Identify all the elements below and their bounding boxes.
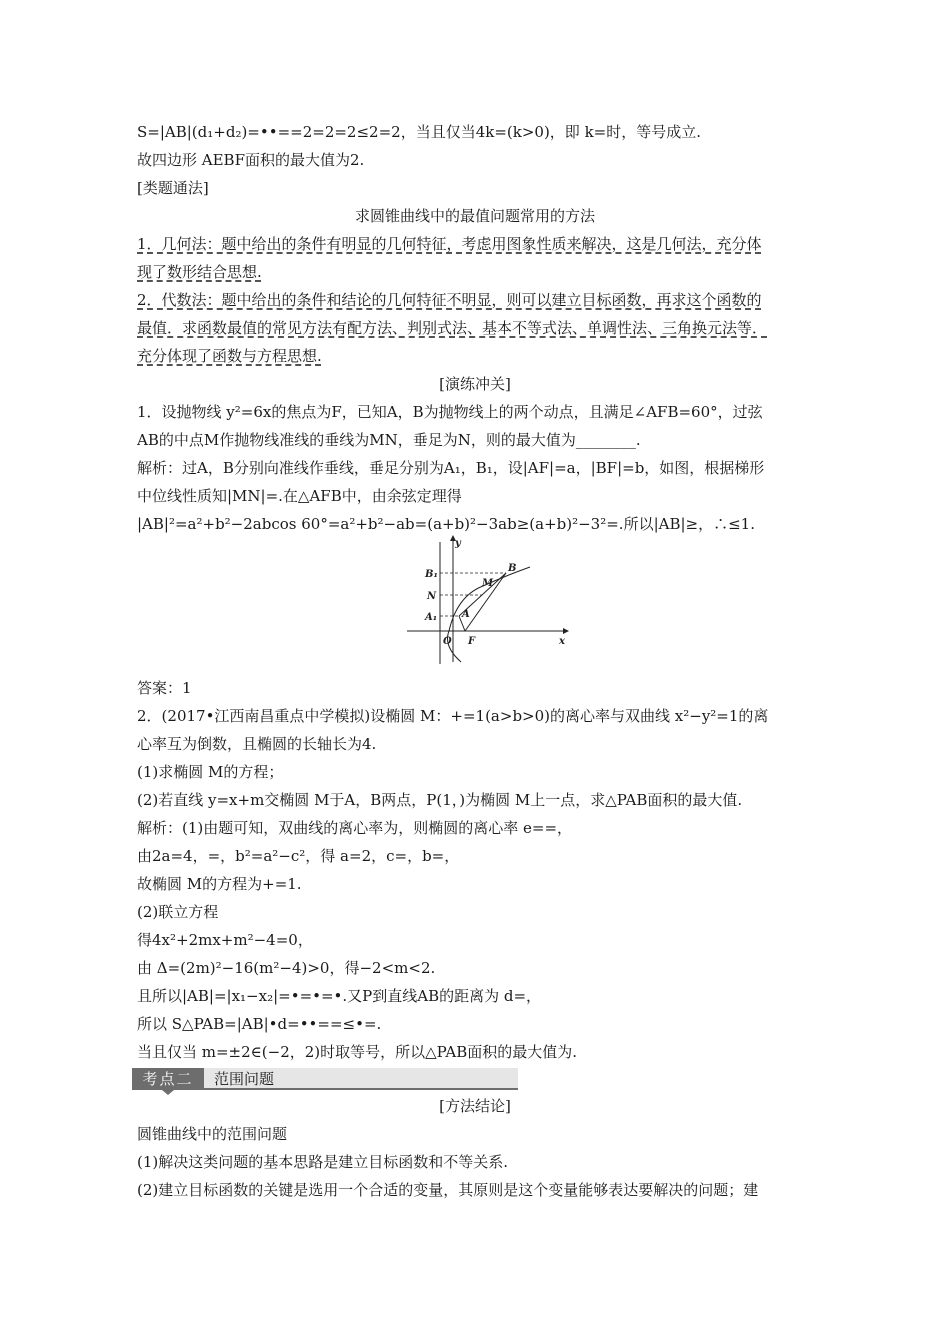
section-tag-notch (162, 1090, 174, 1095)
section-label-yan-lian-chong-guan: [演练冲关] (439, 375, 511, 393)
label-x: x (559, 636, 565, 647)
text-line-8: 最值．求函数最值的常见方法有配方法、判别式法、基本不等式法、单调性法、三角换元法等． (137, 319, 768, 337)
label-y: y (455, 538, 461, 549)
text-line-5: 1．几何法：题中给出的条件有明显的几何特征，考虑用图象性质来解决，这是几何法，充分体 (137, 235, 762, 253)
text-line-33: (2)建立目标函数的关键是选用一个合适的变量，其原则是这个变量能够表达要解决的问题；建 (137, 1181, 759, 1199)
solution-2-line-9: 当且仅当 m=±2∈(−2，2)时取等号，所以△PAB面积的最大值为. (137, 1043, 578, 1061)
text-line-6: 现了数形结合思想. (137, 263, 262, 281)
solution-1-line-1: 解析：过A，B分别向准线作垂线，垂足分别为A₁，B₁，设|AF|=a，|BF|=b，如图，根据梯形 (137, 459, 765, 477)
solution-2-line-4: (2)联立方程 (137, 903, 219, 921)
solution-1-line-3: |AB|²=a²+b²−2abcos 60°=a²+b²−ab=(a+b)²−3ab≥(a+b)²−3²=.所以|AB|≥，∴≤1. (137, 515, 755, 533)
label-b1: B₁ (425, 569, 438, 580)
label-n: N (427, 591, 437, 602)
problem-2-line-2: 心率互为倒数，且椭圆的长轴长为4. (137, 735, 377, 753)
solution-2-line-2: 由2a=4，=，b²=a²−c²，得 a=2，c=，b=， (137, 847, 460, 865)
text-line-7: 2．代数法：题中给出的条件和结论的几何特征不明显，则可以建立目标函数，再求这个函数的 (137, 291, 762, 309)
problem-1-line-1: 1．设抛物线 y²=6x的焦点为F，已知A，B为抛物线上的两个动点，且满足∠AFB=60°，过弦 (137, 403, 763, 421)
problem-1-line-2: AB的中点M作抛物线准线的垂线为MN，垂足为N，则的最大值为________. (137, 431, 641, 449)
solution-1-line-2: 中位线性质知|MN|=.在△AFB中，由余弦定理得 (137, 487, 462, 505)
answer-1: 答案：1 (137, 679, 192, 697)
section-tag: 考点二 (132, 1068, 204, 1090)
label-a1: A₁ (425, 612, 438, 623)
problem-2-part-1: (1)求椭圆 M的方程； (137, 763, 284, 781)
solution-2-line-7: 且所以|AB|=|x₁−x₂|=•=•=•.又P到直线AB的距离为 d=， (137, 987, 542, 1005)
solution-2-line-6: 由 Δ=(2m)²−16(m²−4)>0，得−2<m<2. (137, 959, 436, 977)
text-line-9: 充分体现了函数与方程思想. (137, 347, 322, 365)
method-heading: 求圆锥曲线中的最值问题常用的方法 (354, 207, 595, 225)
text-line-1: S=|AB|(d₁+d₂)=••==2=2=2≤2=2，当且仅当4k=(k>0)，即 k=时，等号成立. (137, 123, 702, 141)
x-axis-arrow (563, 628, 569, 634)
solution-2-line-1: 解析：(1)由题可知，双曲线的离心率为，则椭圆的离心率 e==， (137, 819, 573, 837)
solution-2-line-8: 所以 S△PAB=|AB|•d=••==≤•=. (137, 1015, 382, 1033)
label-m: M (482, 578, 494, 589)
problem-2-part-2: (2)若直线 y=x+m交椭圆 M于A，B两点，P(1，)为椭圆 M上一点，求△PAB面积的最大值. (137, 791, 743, 809)
label-o: O (443, 636, 452, 647)
label-f: F (468, 636, 476, 647)
solution-2-line-3: 故椭圆 M的方程为+=1. (137, 875, 302, 893)
section-title: 范围问题 (214, 1070, 275, 1088)
label-b: B (508, 563, 517, 574)
section-label-lei-ti-tong-fa: [类题通法] (137, 179, 209, 197)
solution-2-line-5: 得4x²+2mx+m²−4=0， (137, 931, 313, 949)
problem-2-line-1: 2．(2017•江西南昌重点中学模拟)设椭圆 M：+=1(a>b>0)的离心率与双曲线 x²−y²=1的离 (137, 707, 769, 725)
text-line-31: 圆锥曲线中的范围问题 (137, 1125, 288, 1143)
section-label-fang-fa-jie-lun: [方法结论] (439, 1097, 511, 1115)
section-header-kaodian-2 (132, 1068, 518, 1090)
label-a: A (462, 609, 470, 620)
text-line-2: 故四边形 AEBF面积的最大值为2. (137, 151, 365, 169)
text-line-32: (1)解决这类问题的基本思路是建立目标函数和不等关系. (137, 1153, 509, 1171)
parabola-figure (405, 534, 570, 666)
